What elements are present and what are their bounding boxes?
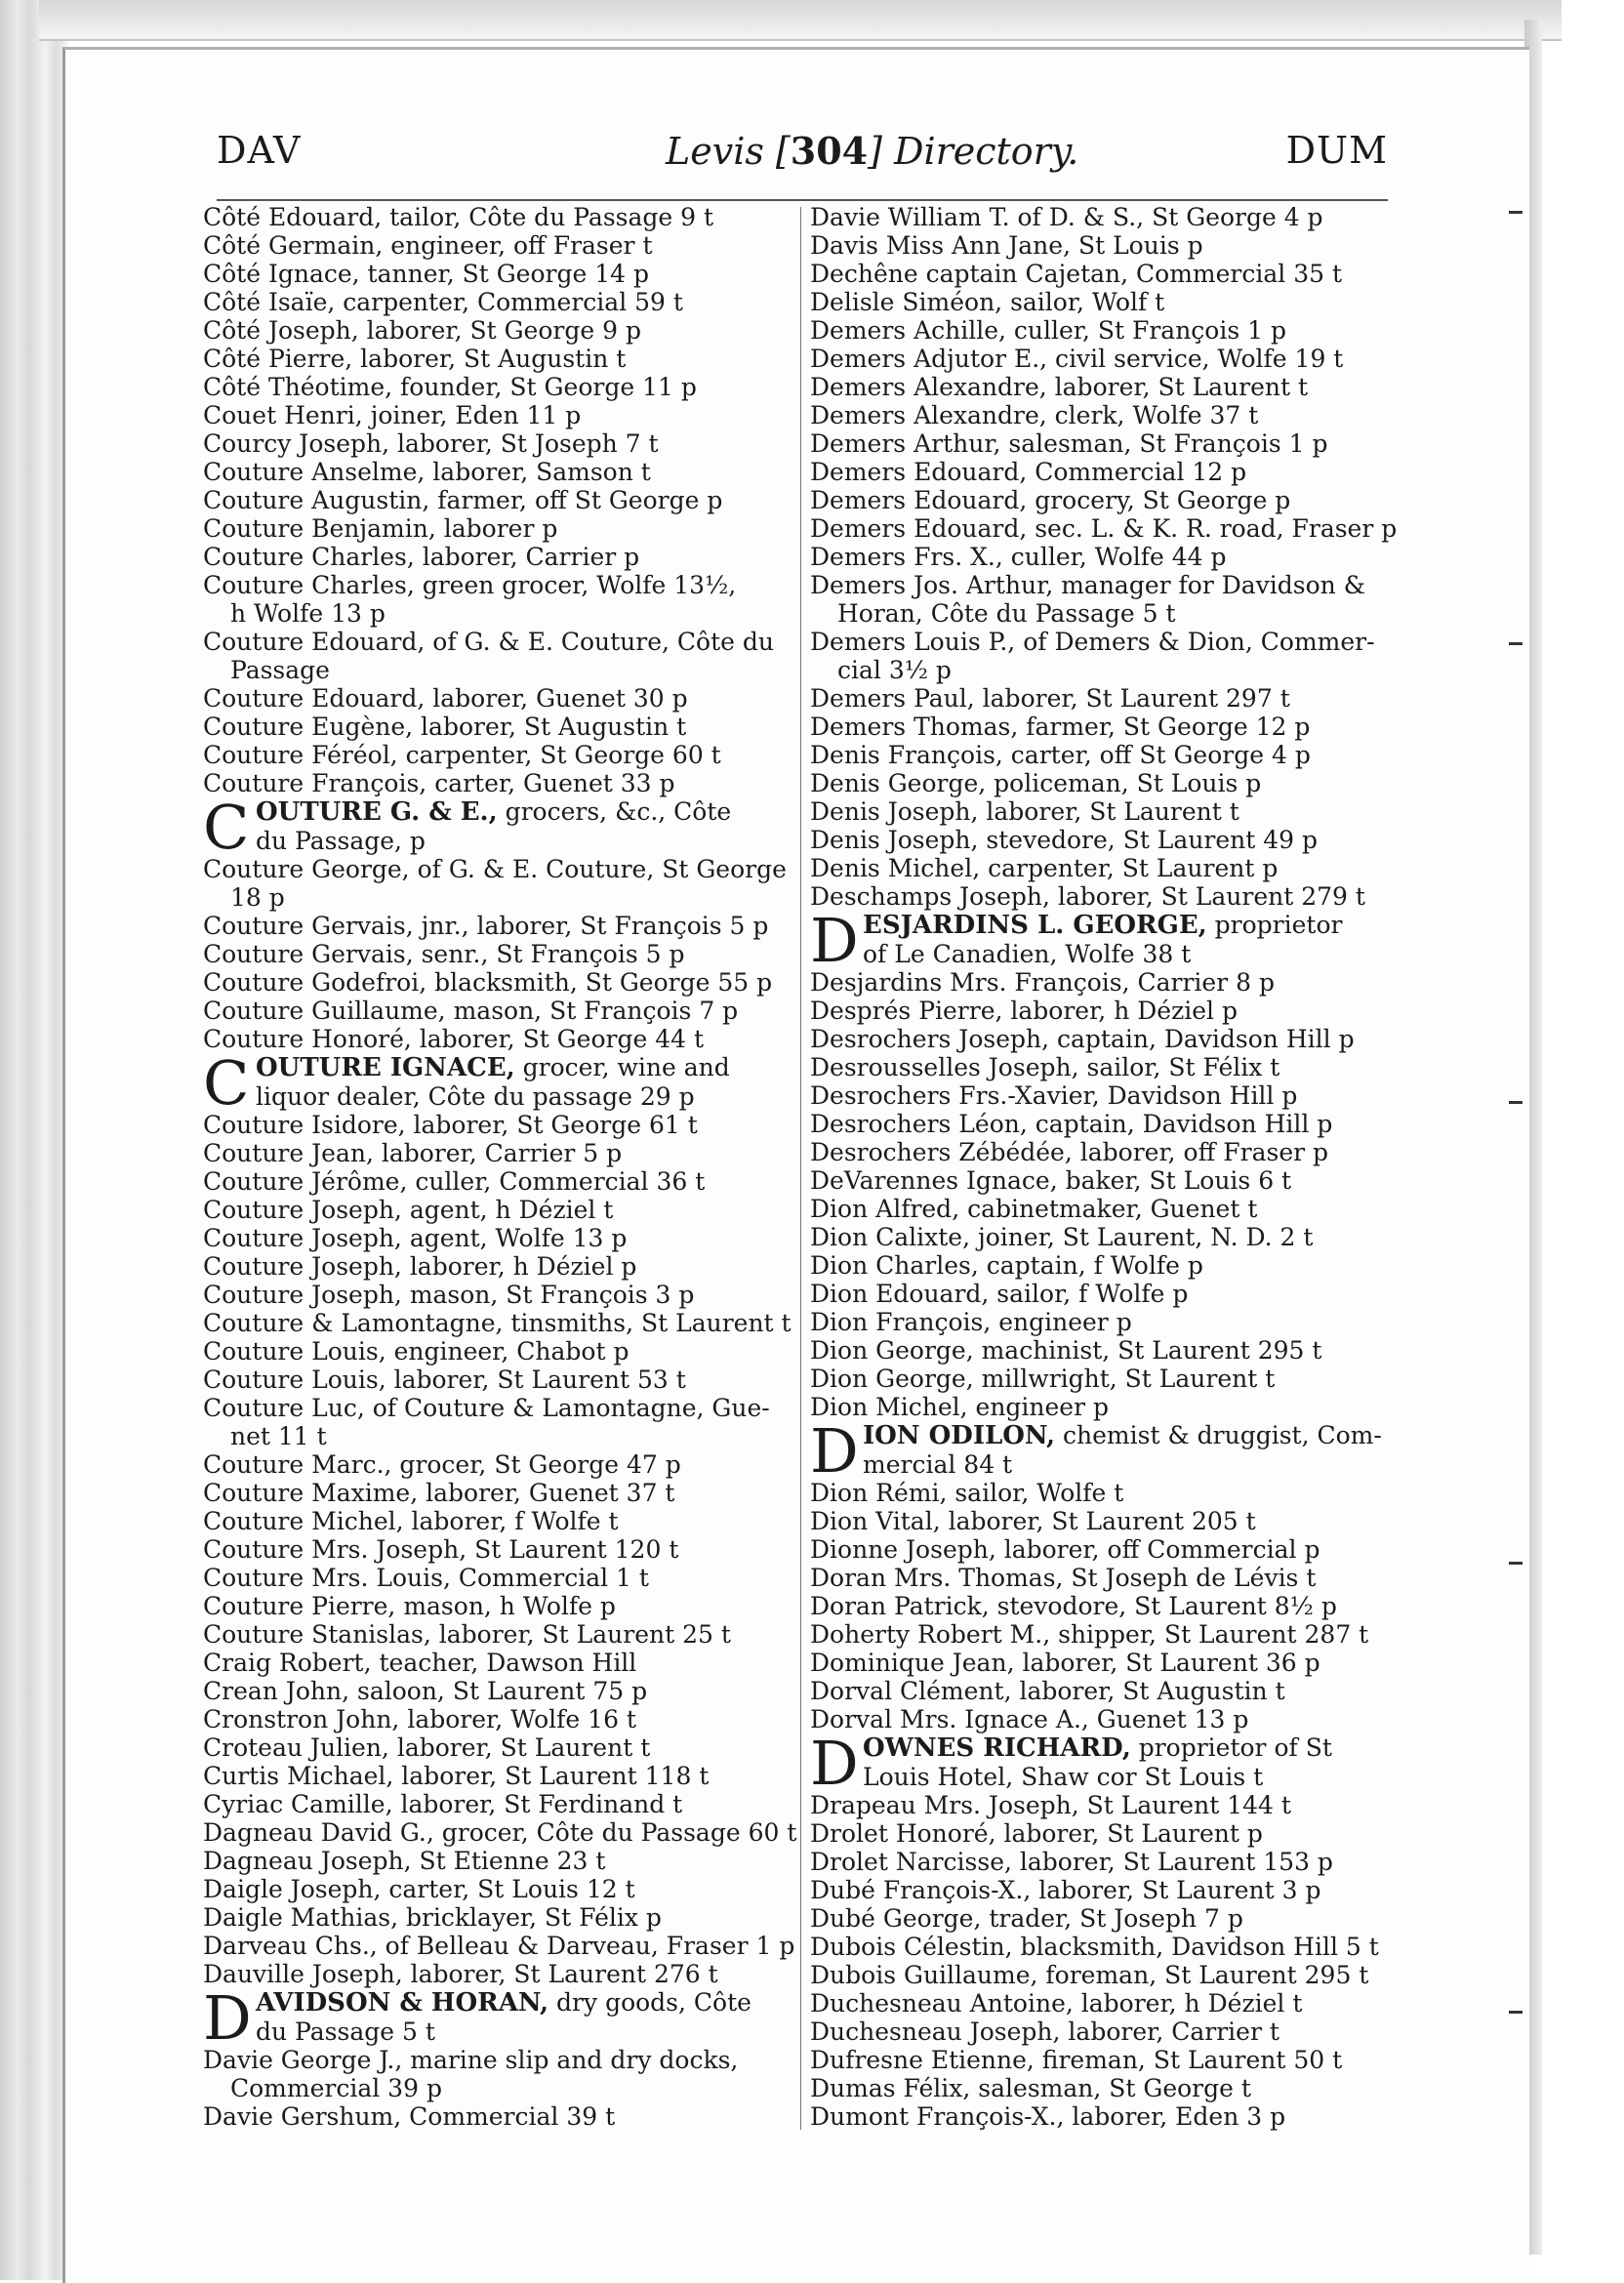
entry-text: Couture Féréol, carpenter, St George 60 t (203, 741, 721, 769)
entry-continuation: Horan, Côte du Passage 5 t (837, 599, 1176, 628)
entry-text: Couture Guillaume, mason, St François 7 p (203, 997, 739, 1025)
directory-entry (203, 1281, 789, 1309)
entry-text: Croteau Julien, laborer, St Laurent t (203, 1733, 651, 1762)
directory-entry (203, 231, 789, 260)
directory-entry (810, 1592, 1396, 1620)
directory-entry (810, 2046, 1396, 2074)
directory-entry (203, 1224, 789, 1252)
entry-text: Demers Adjutor E., civil service, Wolfe 19 t (810, 345, 1344, 373)
entry-text: Desrochers Frs.-Xavier, Davidson Hill p (810, 1081, 1298, 1110)
entry-name-bold: ION ODILON, (863, 1421, 1056, 1450)
directory-entry (810, 288, 1396, 316)
featured-directory-entry (203, 1047, 789, 1119)
directory-entry (810, 1053, 1396, 1081)
directory-entry (810, 1649, 1396, 1677)
entry-text: Dubé George, trader, St Joseph 7 p (810, 1904, 1243, 1933)
entry-text: Dion Michel, engineer p (810, 1393, 1110, 1421)
entry-name-bold: OUTURE G. & E., (256, 797, 498, 827)
directory-entry (810, 345, 1396, 373)
directory-entry (203, 1705, 789, 1733)
directory-entry (810, 684, 1396, 713)
directory-entry (203, 1790, 789, 1818)
entry-text: Demers Achille, culler, St François 1 p (810, 316, 1286, 345)
directory-entry (810, 1479, 1396, 1507)
entry-text: Deschamps Joseph, laborer, St Laurent 279 t (810, 882, 1365, 911)
entry-text: Côté Germain, engineer, off Fraser t (203, 231, 653, 260)
directory-entry (203, 1025, 789, 1053)
entry-text: Couture Louis, engineer, Chabot p (203, 1337, 629, 1366)
directory-entry (203, 1111, 789, 1139)
entry-text: Couture Gervais, senr., St François 5 p (203, 940, 685, 968)
entry-text: Dagneau David G., grocer, Côte du Passage 60 t (203, 1818, 797, 1847)
entry-text: Dumas Félix, salesman, St George t (810, 2074, 1251, 2102)
directory-entry (203, 2046, 789, 2102)
entry-continuation: of Le Canadien, Wolfe 38 t (863, 940, 1192, 968)
directory-entry (203, 1592, 789, 1620)
book-binding (0, 0, 68, 2280)
entry-continuation: du Passage 5 t (256, 2018, 435, 2046)
margin-mark (1509, 2011, 1522, 2014)
directory-entry (810, 1081, 1396, 1110)
right-column (810, 203, 1396, 2131)
directory-entry (203, 345, 789, 373)
directory-entry (203, 458, 789, 486)
directory-entry (810, 1848, 1396, 1876)
entry-text: Couture Edouard, laborer, Guenet 30 p (203, 684, 688, 713)
directory-entry (203, 1450, 789, 1479)
entry-details: proprietor of St (1130, 1733, 1332, 1762)
directory-entry (203, 486, 789, 514)
entry-text: Dechêne captain Cajetan, Commercial 35 t (810, 260, 1342, 288)
directory-entry (810, 968, 1396, 997)
directory-entry (203, 1309, 792, 1337)
entry-details: proprietor (1206, 911, 1343, 939)
entry-details: chemist & druggist, Com- (1055, 1421, 1382, 1449)
directory-entry (810, 713, 1396, 741)
header-title-pre: Levis [ (666, 130, 791, 173)
entry-text: Denis Joseph, stevedore, St Laurent 49 p (810, 826, 1319, 854)
margin-mark (1509, 1562, 1522, 1565)
entry-text: Cronstron John, laborer, Wolfe 16 t (203, 1705, 636, 1733)
directory-entry (203, 1733, 789, 1762)
entry-continuation: Louis Hotel, Shaw cor St Louis t (863, 1763, 1264, 1791)
directory-entry (203, 401, 789, 429)
header-rule (217, 199, 1388, 201)
directory-entry (203, 203, 789, 231)
entry-text: DeVarennes Ignace, baker, St Louis 6 t (810, 1166, 1292, 1195)
entry-continuation: liquor dealer, Côte du passage 29 p (256, 1082, 695, 1111)
directory-entry (810, 458, 1396, 486)
entry-text: Couture Joseph, laborer, h Déziel p (203, 1252, 637, 1281)
directory-entry (810, 1308, 1396, 1336)
directory-entry (203, 1960, 789, 1988)
directory-entry (810, 1223, 1396, 1251)
drop-cap: D (810, 905, 859, 976)
directory-entry (810, 826, 1396, 854)
entry-text: Davis Miss Ann Jane, St Louis p (810, 231, 1203, 260)
entry-text: Couture Joseph, agent, h Déziel t (203, 1196, 614, 1224)
directory-entry (203, 1507, 789, 1535)
directory-entry (810, 1280, 1396, 1308)
entry-text: Daigle Mathias, bricklayer, St Félix p (203, 1903, 662, 1932)
entry-text: Dionne Joseph, laborer, off Commercial p (810, 1535, 1320, 1564)
drop-cap: C (203, 792, 250, 863)
entry-text: Dauville Joseph, laborer, St Laurent 276 t (203, 1960, 718, 1988)
entry-continuation: du Passage, p (256, 827, 426, 855)
directory-entry (810, 543, 1396, 571)
entry-text: Cyriac Camille, laborer, St Ferdinand t (203, 1790, 683, 1818)
entry-text: Couture Jérôme, culler, Commercial 36 t (203, 1167, 706, 1196)
entry-text: Couet Henri, joiner, Eden 11 p (203, 401, 582, 429)
entry-text: Dorval Clément, laborer, St Augustin t (810, 1677, 1285, 1705)
directory-entry (203, 684, 789, 713)
entry-text: Couture Augustin, farmer, off St George p (203, 486, 723, 514)
entry-text: Demers Louis P., of Demers & Dion, Commer- (810, 628, 1375, 656)
entry-text: Curtis Michael, laborer, St Laurent 118 t (203, 1762, 710, 1790)
directory-entry (810, 1791, 1396, 1819)
directory-entry (810, 741, 1396, 769)
directory-entry (203, 1564, 789, 1592)
entry-text: Couture Honoré, laborer, St George 44 t (203, 1025, 705, 1053)
entry-text: Desjardins Mrs. François, Carrier 8 p (810, 968, 1275, 997)
header-right-guide-word: DUM (1285, 129, 1388, 172)
directory-entry (810, 1507, 1396, 1535)
directory-entry (203, 1394, 789, 1450)
directory-entry (203, 628, 789, 684)
entry-text: Couture Charles, laborer, Carrier p (203, 543, 640, 571)
entry-text: Couture Michel, laborer, f Wolfe t (203, 1507, 619, 1535)
directory-entry (203, 855, 789, 912)
entry-text: Daigle Joseph, carter, St Louis 12 t (203, 1875, 635, 1903)
directory-entry (203, 713, 789, 741)
directory-entry (810, 1025, 1396, 1053)
entry-text: Dubois Guillaume, foreman, St Laurent 295 t (810, 1961, 1369, 1989)
directory-entry (203, 940, 789, 968)
directory-entry (810, 769, 1396, 797)
entry-details: grocers, &c., Côte (497, 797, 732, 826)
directory-entry (203, 429, 789, 458)
directory-entry (810, 1989, 1396, 2018)
directory-entry (810, 1819, 1396, 1848)
entry-text: Couture Gervais, jnr., laborer, St François 5 p (203, 912, 769, 940)
directory-entry (203, 912, 789, 940)
margin-mark (1509, 211, 1522, 214)
directory-entry (203, 1167, 789, 1196)
directory-entry (203, 1196, 789, 1224)
entry-text: Côté Isaïe, carpenter, Commercial 59 t (203, 288, 683, 316)
directory-entry (203, 1479, 789, 1507)
entry-text: Dufresne Etienne, fireman, St Laurent 50 t (810, 2046, 1343, 2074)
entry-text: Dion George, millwright, St Laurent t (810, 1365, 1276, 1393)
entry-text: Couture Marc., grocer, St George 47 p (203, 1450, 681, 1479)
left-column (203, 203, 797, 2131)
entry-text: Dorval Mrs. Ignace A., Guenet 13 p (810, 1705, 1249, 1733)
drop-cap: D (810, 1415, 859, 1487)
directory-entry (810, 486, 1396, 514)
directory-entry (203, 741, 789, 769)
entry-text: Couture Louis, laborer, St Laurent 53 t (203, 1366, 686, 1394)
entry-text: Demers Thomas, farmer, St George 12 p (810, 713, 1311, 741)
entry-text: Couture Mrs. Louis, Commercial 1 t (203, 1564, 649, 1592)
entry-text: Couture Stanislas, laborer, St Laurent 25 t (203, 1620, 731, 1649)
entry-text: Davie Gershum, Commercial 39 t (203, 2102, 616, 2131)
entry-text: Couture Luc, of Couture & Lamontagne, Gue- (203, 1394, 770, 1422)
directory-entry (810, 854, 1396, 882)
directory-entry (203, 1337, 789, 1366)
column-divider (800, 207, 801, 2130)
entry-name-bold: AVIDSON & HORAN, (256, 1988, 549, 2018)
featured-directory-entry (810, 905, 1396, 976)
entry-text: Courcy Joseph, laborer, St Joseph 7 t (203, 429, 659, 458)
entry-text: Couture Eugène, laborer, St Augustin t (203, 713, 687, 741)
page-number: 304 (790, 129, 869, 173)
entry-text: Couture George, of G. & E. Couture, St George (203, 855, 787, 883)
directory-entry (810, 401, 1396, 429)
entry-text: Denis François, carter, off St George 4 p (810, 741, 1311, 769)
entry-continuation: Passage (230, 656, 330, 684)
entry-text: Doran Mrs. Thomas, St Joseph de Lévis t (810, 1564, 1317, 1592)
directory-entry (810, 373, 1396, 401)
entry-continuation: h Wolfe 13 p (230, 599, 386, 628)
entry-text: Demers Alexandre, clerk, Wolfe 37 t (810, 401, 1259, 429)
directory-entry (810, 628, 1396, 684)
header-title-post: ] Directory. (868, 130, 1079, 173)
entry-text: Denis Joseph, laborer, St Laurent t (810, 797, 1239, 826)
entry-text: Dion Rémi, sailor, Wolfe t (810, 1479, 1124, 1507)
directory-entry (810, 514, 1396, 543)
directory-entry (203, 316, 789, 345)
entry-text: Dion Calixte, joiner, St Laurent, N. D. 2 t (810, 1223, 1314, 1251)
directory-entry (810, 1195, 1396, 1223)
entry-text: Doran Patrick, stevodore, St Laurent 8½ p (810, 1592, 1337, 1620)
entry-text: Demers Paul, laborer, St Laurent 297 t (810, 684, 1290, 713)
directory-entry (203, 373, 789, 401)
directory-entry (810, 997, 1396, 1025)
directory-entry (810, 203, 1396, 231)
entry-text: Demers Alexandre, laborer, St Laurent t (810, 373, 1309, 401)
entry-name-bold: ESJARDINS L. GEORGE, (863, 911, 1207, 940)
directory-entry (203, 769, 789, 797)
featured-directory-entry (203, 792, 789, 863)
directory-entry (810, 1393, 1396, 1421)
entry-name-bold: OUTURE IGNACE, (256, 1053, 515, 1082)
entry-text: Couture Mrs. Joseph, St Laurent 120 t (203, 1535, 679, 1564)
directory-entry (810, 1876, 1396, 1904)
directory-entry (810, 1166, 1396, 1195)
drop-cap: D (810, 1728, 859, 1799)
entry-text: Després Pierre, laborer, h Déziel p (810, 997, 1238, 1025)
directory-entry (810, 1365, 1396, 1393)
directory-entry (810, 260, 1396, 288)
entry-text: Denis George, policeman, St Louis p (810, 769, 1262, 797)
entry-continuation: net 11 t (230, 1422, 327, 1450)
entry-text: Couture Godefroi, blacksmith, St George 55 p (203, 968, 773, 997)
directory-entry (810, 797, 1396, 826)
entry-text: Couture Joseph, agent, Wolfe 13 p (203, 1224, 628, 1252)
entry-text: Davie George J., marine slip and dry docks, (203, 2046, 739, 2074)
entry-text: Dominique Jean, laborer, St Laurent 36 p (810, 1649, 1320, 1677)
entry-text: Darveau Chs., of Belleau & Darveau, Fraser 1 p (203, 1932, 795, 1960)
entry-text: Crean John, saloon, St Laurent 75 p (203, 1677, 648, 1705)
entry-text: Demers Edouard, sec. L. & K. R. road, Fraser p (810, 514, 1398, 543)
entry-text: Couture Isidore, laborer, St George 61 t (203, 1111, 698, 1139)
entry-details: grocer, wine and (514, 1053, 730, 1081)
entry-text: Craig Robert, teacher, Dawson Hill (203, 1649, 637, 1677)
entry-text: Drolet Narcisse, laborer, St Laurent 153 p (810, 1848, 1333, 1876)
entry-text: Delisle Siméon, sailor, Wolf t (810, 288, 1165, 316)
directory-entry (810, 2074, 1396, 2102)
entry-text: Dubé François-X., laborer, St Laurent 3 p (810, 1876, 1321, 1904)
entry-text: Davie William T. of D. & S., St George 4 p (810, 203, 1323, 231)
entry-text: Côté Ignace, tanner, St George 14 p (203, 260, 649, 288)
entry-text: Côté Joseph, laborer, St George 9 p (203, 316, 641, 345)
directory-entry (203, 1818, 797, 1847)
entry-text: Dion Edouard, sailor, f Wolfe p (810, 1280, 1189, 1308)
directory-entry (810, 1336, 1396, 1365)
directory-entry (203, 1903, 789, 1932)
entry-text: Desrochers Léon, captain, Davidson Hill p (810, 1110, 1333, 1138)
entry-text: Couture Jean, laborer, Carrier 5 p (203, 1139, 623, 1167)
directory-entry (203, 2102, 789, 2131)
entry-text: Côté Théotime, founder, St George 11 p (203, 373, 697, 401)
entry-text: Dagneau Joseph, St Etienne 23 t (203, 1847, 606, 1875)
entry-text: Drolet Honoré, laborer, St Laurent p (810, 1819, 1263, 1848)
entry-continuation: Commercial 39 p (230, 2074, 442, 2102)
drop-cap: D (203, 1982, 252, 2054)
margin-mark (1509, 642, 1522, 645)
directory-entry (810, 1961, 1396, 1989)
entry-text: Drapeau Mrs. Joseph, St Laurent 144 t (810, 1791, 1291, 1819)
entry-text: Dion George, machinist, St Laurent 295 t (810, 1336, 1322, 1365)
entry-continuation: cial 3½ p (837, 656, 952, 684)
directory-entry (810, 1677, 1396, 1705)
directory-entry (810, 1138, 1396, 1166)
entry-text: Doherty Robert M., shipper, St Laurent 287 t (810, 1620, 1369, 1649)
entry-text: Couture Benjamin, laborer p (203, 514, 558, 543)
entry-name-bold: OWNES RICHARD, (863, 1733, 1131, 1763)
entry-text: Dion Charles, captain, f Wolfe p (810, 1251, 1203, 1280)
directory-entry (203, 1649, 789, 1677)
directory-entry (203, 543, 789, 571)
directory-entry (203, 1366, 789, 1394)
directory-entry (810, 571, 1396, 628)
entry-text: Duchesneau Antoine, laborer, h Déziel t (810, 1989, 1303, 2018)
directory-entry (810, 429, 1396, 458)
directory-entry (203, 1762, 789, 1790)
entry-text: Couture François, carter, Guenet 33 p (203, 769, 675, 797)
entry-text: Demers Jos. Arthur, manager for Davidson & (810, 571, 1365, 599)
directory-entry (810, 1705, 1396, 1733)
entry-text: Couture Charles, green grocer, Wolfe 13½, (203, 571, 737, 599)
entry-text: Couture Anselme, laborer, Samson t (203, 458, 651, 486)
entry-text: Desrousselles Joseph, sailor, St Félix t (810, 1053, 1280, 1081)
header-left-guide-word: DAV (217, 129, 302, 172)
entry-text: Demers Edouard, grocery, St George p (810, 486, 1291, 514)
entry-text: Dion Vital, laborer, St Laurent 205 t (810, 1507, 1256, 1535)
entry-text: Dubois Célestin, blacksmith, Davidson Hill 5 t (810, 1933, 1379, 1961)
directory-entry (203, 1139, 789, 1167)
entry-text: Côté Pierre, laborer, St Augustin t (203, 345, 627, 373)
directory-entry (810, 1535, 1396, 1564)
featured-directory-entry (810, 1415, 1396, 1487)
entry-text: Couture Edouard, of G. & E. Couture, Côte du (203, 628, 774, 656)
directory-entry (203, 1847, 789, 1875)
directory-entry (810, 882, 1396, 911)
entry-text: Couture Pierre, mason, h Wolfe p (203, 1592, 616, 1620)
directory-entry (810, 1904, 1396, 1933)
entry-text: Dumont François-X., laborer, Eden 3 p (810, 2102, 1286, 2131)
directory-entry (203, 571, 789, 628)
directory-entry (203, 260, 789, 288)
entry-text: Dion François, engineer p (810, 1308, 1132, 1336)
directory-entry (810, 1933, 1396, 1961)
entry-continuation: 18 p (230, 883, 285, 912)
directory-entry (810, 231, 1396, 260)
directory-entry (810, 2018, 1396, 2046)
entry-text: Desrochers Joseph, captain, Davidson Hill p (810, 1025, 1355, 1053)
featured-directory-entry (810, 1728, 1396, 1799)
header-title (666, 129, 1078, 173)
directory-entry (810, 316, 1396, 345)
entry-text: Denis Michel, carpenter, St Laurent p (810, 854, 1279, 882)
directory-entry (203, 968, 789, 997)
entry-text: Couture & Lamontagne, tinsmiths, St Laurent t (203, 1309, 792, 1337)
entry-text: Côté Edouard, tailor, Côte du Passage 9 t (203, 203, 714, 231)
page-stack-top-edge (39, 0, 1562, 41)
entry-details: dry goods, Côte (548, 1988, 751, 2017)
entry-text: Desrochers Zébédée, laborer, off Fraser p (810, 1138, 1329, 1166)
drop-cap: C (203, 1047, 250, 1119)
directory-entry (203, 1677, 789, 1705)
entry-text: Demers Arthur, salesman, St François 1 p (810, 429, 1328, 458)
directory-entry (203, 1620, 789, 1649)
entry-text: Couture Maxime, laborer, Guenet 37 t (203, 1479, 675, 1507)
directory-entry (810, 1110, 1396, 1138)
page-header (217, 129, 1388, 187)
directory-entry (203, 997, 789, 1025)
directory-entry (203, 1535, 789, 1564)
entry-continuation: mercial 84 t (863, 1450, 1013, 1479)
entry-text: Duchesneau Joseph, laborer, Carrier t (810, 2018, 1279, 2046)
directory-entry (203, 1932, 795, 1960)
entry-text: Demers Edouard, Commercial 12 p (810, 458, 1247, 486)
directory-entry (203, 288, 789, 316)
entry-text: Couture Joseph, mason, St François 3 p (203, 1281, 695, 1309)
directory-entry (203, 1252, 789, 1281)
directory-entry (810, 1564, 1396, 1592)
featured-directory-entry (203, 1982, 789, 2054)
directory-entry (203, 514, 789, 543)
directory-entry (810, 1620, 1396, 1649)
margin-mark (1509, 1101, 1522, 1104)
entry-text: Demers Frs. X., culler, Wolfe 44 p (810, 543, 1227, 571)
entry-text: Dion Alfred, cabinetmaker, Guenet t (810, 1195, 1258, 1223)
directory-entry (810, 1251, 1396, 1280)
directory-entry (810, 2102, 1396, 2131)
directory-entry (203, 1875, 789, 1903)
